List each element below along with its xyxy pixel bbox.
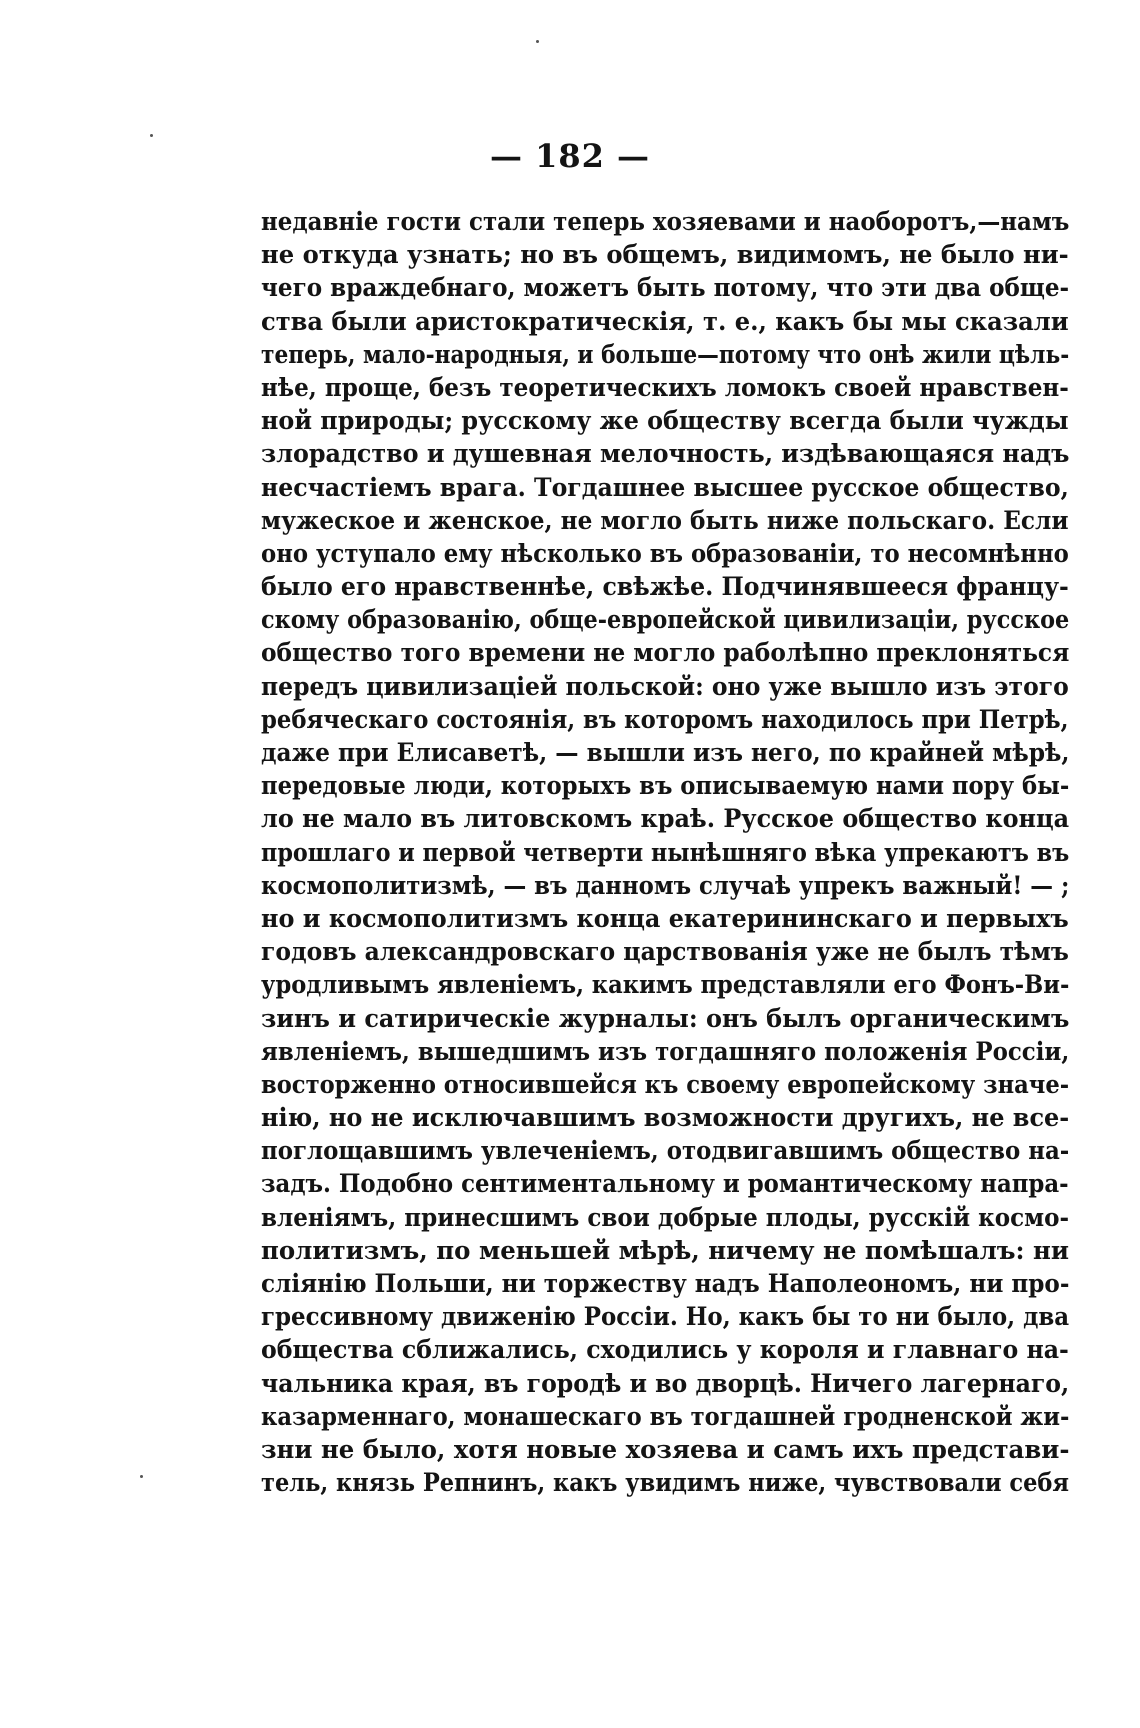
- text-line: политизмъ, по меньшей мѣрѣ, ничему не помѣшалъ: ни: [261, 1235, 1070, 1265]
- text-line: передовые люди, которыхъ въ описываемую нами пору бы-: [261, 771, 1070, 801]
- text-line: общества сближались, сходились у короля и главнаго на-: [261, 1335, 1069, 1365]
- scan-speck: [150, 134, 153, 137]
- text-line: поглощавшимъ увлеченіемъ, отодвигавшимъ общество на-: [261, 1136, 1070, 1166]
- text-line: ребяческаго состоянія, въ которомъ находилось при Петрѣ,: [261, 704, 1069, 734]
- text-line: вленіямъ, принесшимъ свои добрые плоды, русскій космо-: [261, 1202, 1070, 1232]
- text-line: казарменнаго, монашескаго въ тогдашней гродненской жи-: [261, 1401, 1070, 1431]
- text-line: даже при Елисаветѣ, — вышли изъ него, по крайней мѣрѣ,: [261, 738, 1070, 767]
- text-line: но и космополитизмъ конца екатерининскаго и первыхъ: [261, 903, 1069, 933]
- text-line: теперь, мало-народныя, и больше—потому что онѣ жили цѣль-: [261, 339, 1070, 369]
- text-line: чего враждебнаго, можетъ быть потому, что эти два обще-: [261, 273, 1070, 303]
- text-line: тель, князь Репнинъ, какъ увидимъ ниже, чувствовали себя: [261, 1468, 1070, 1498]
- page-number: — 182 —: [489, 137, 651, 175]
- text-line: сліянію Польши, ни торжеству надъ Наполеономъ, ни про-: [261, 1269, 1070, 1298]
- text-line: общество того времени не могло раболѣпно преклоняться: [261, 638, 1070, 668]
- text-line: не откуда узнать; но въ общемъ, видимомъ, не было ни-: [261, 240, 1069, 270]
- text-line: зни не было, хотя новые хозяева и самъ ихъ представи-: [261, 1434, 1070, 1464]
- text-line: чальника края, въ городѣ и во дворцѣ. Ничего лагернаго,: [261, 1368, 1070, 1398]
- text-line: нѣе, проще, безъ теоретическихъ ломокъ своей нравствен-: [261, 372, 1069, 402]
- text-line: грессивному движенію Россіи. Но, какъ бы то ни было, два: [261, 1302, 1070, 1332]
- text-line: ства были аристократическія, т. е., какъ бы мы сказали: [261, 306, 1069, 336]
- scan-speck: [536, 40, 539, 43]
- text-line: восторженно относившейся къ своему европейскому значе-: [261, 1069, 1070, 1099]
- text-line: нію, но не исключавшимъ возможности другихъ, не все-: [261, 1103, 1070, 1133]
- text-line: явленіемъ, вышедшимъ изъ тогдашняго положенія Россіи,: [261, 1036, 1070, 1066]
- text-line: ло не мало въ литовскомъ краѣ. Русское общество конца: [261, 804, 1070, 834]
- text-line: космополитизмѣ, — въ данномъ случаѣ упрекъ важный! — ;: [261, 870, 1070, 900]
- text-line: оно уступало ему нѣсколько въ образованіи, то несомнѣнно: [261, 538, 1069, 568]
- text-line: мужеское и женское, не могло быть ниже польскаго. Если: [261, 505, 1069, 535]
- text-line: скому образованію, обще-европейской цивилизаціи, русское: [261, 605, 1070, 635]
- text-line: было его нравственнѣе, свѣжѣе. Подчинявшееся францу-: [261, 572, 1069, 602]
- scan-speck: [140, 1475, 143, 1478]
- text-line: передъ цивилизаціей польской: оно уже вышло изъ этого: [261, 671, 1069, 701]
- text-line: зинъ и сатирическіе журналы: онъ былъ органическимъ: [261, 1003, 1070, 1033]
- text-line: несчастіемъ врага. Тогдашнее высшее русское общество,: [261, 472, 1069, 502]
- text-line: злорадство и душевная мелочность, издѣвающаяся надъ: [261, 439, 1070, 469]
- text-line: ной природы; русскому же обществу всегда были чужды: [261, 406, 1069, 436]
- text-line: задъ. Подобно сентиментальному и романтическому напра-: [261, 1169, 1069, 1199]
- text-line: прошлаго и первой четверти нынѣшняго вѣка упрекаютъ въ: [261, 837, 1070, 867]
- text-line: недавніе гости стали теперь хозяевами и наоборотъ,—намъ: [261, 207, 1070, 236]
- body-text: [261, 205, 1069, 1499]
- text-line: уродливымъ явленіемъ, какимъ представляли его Фонъ-Ви-: [261, 970, 1070, 1000]
- text-line: годовъ александровскаго царствованія уже не былъ тѣмъ: [261, 937, 1069, 967]
